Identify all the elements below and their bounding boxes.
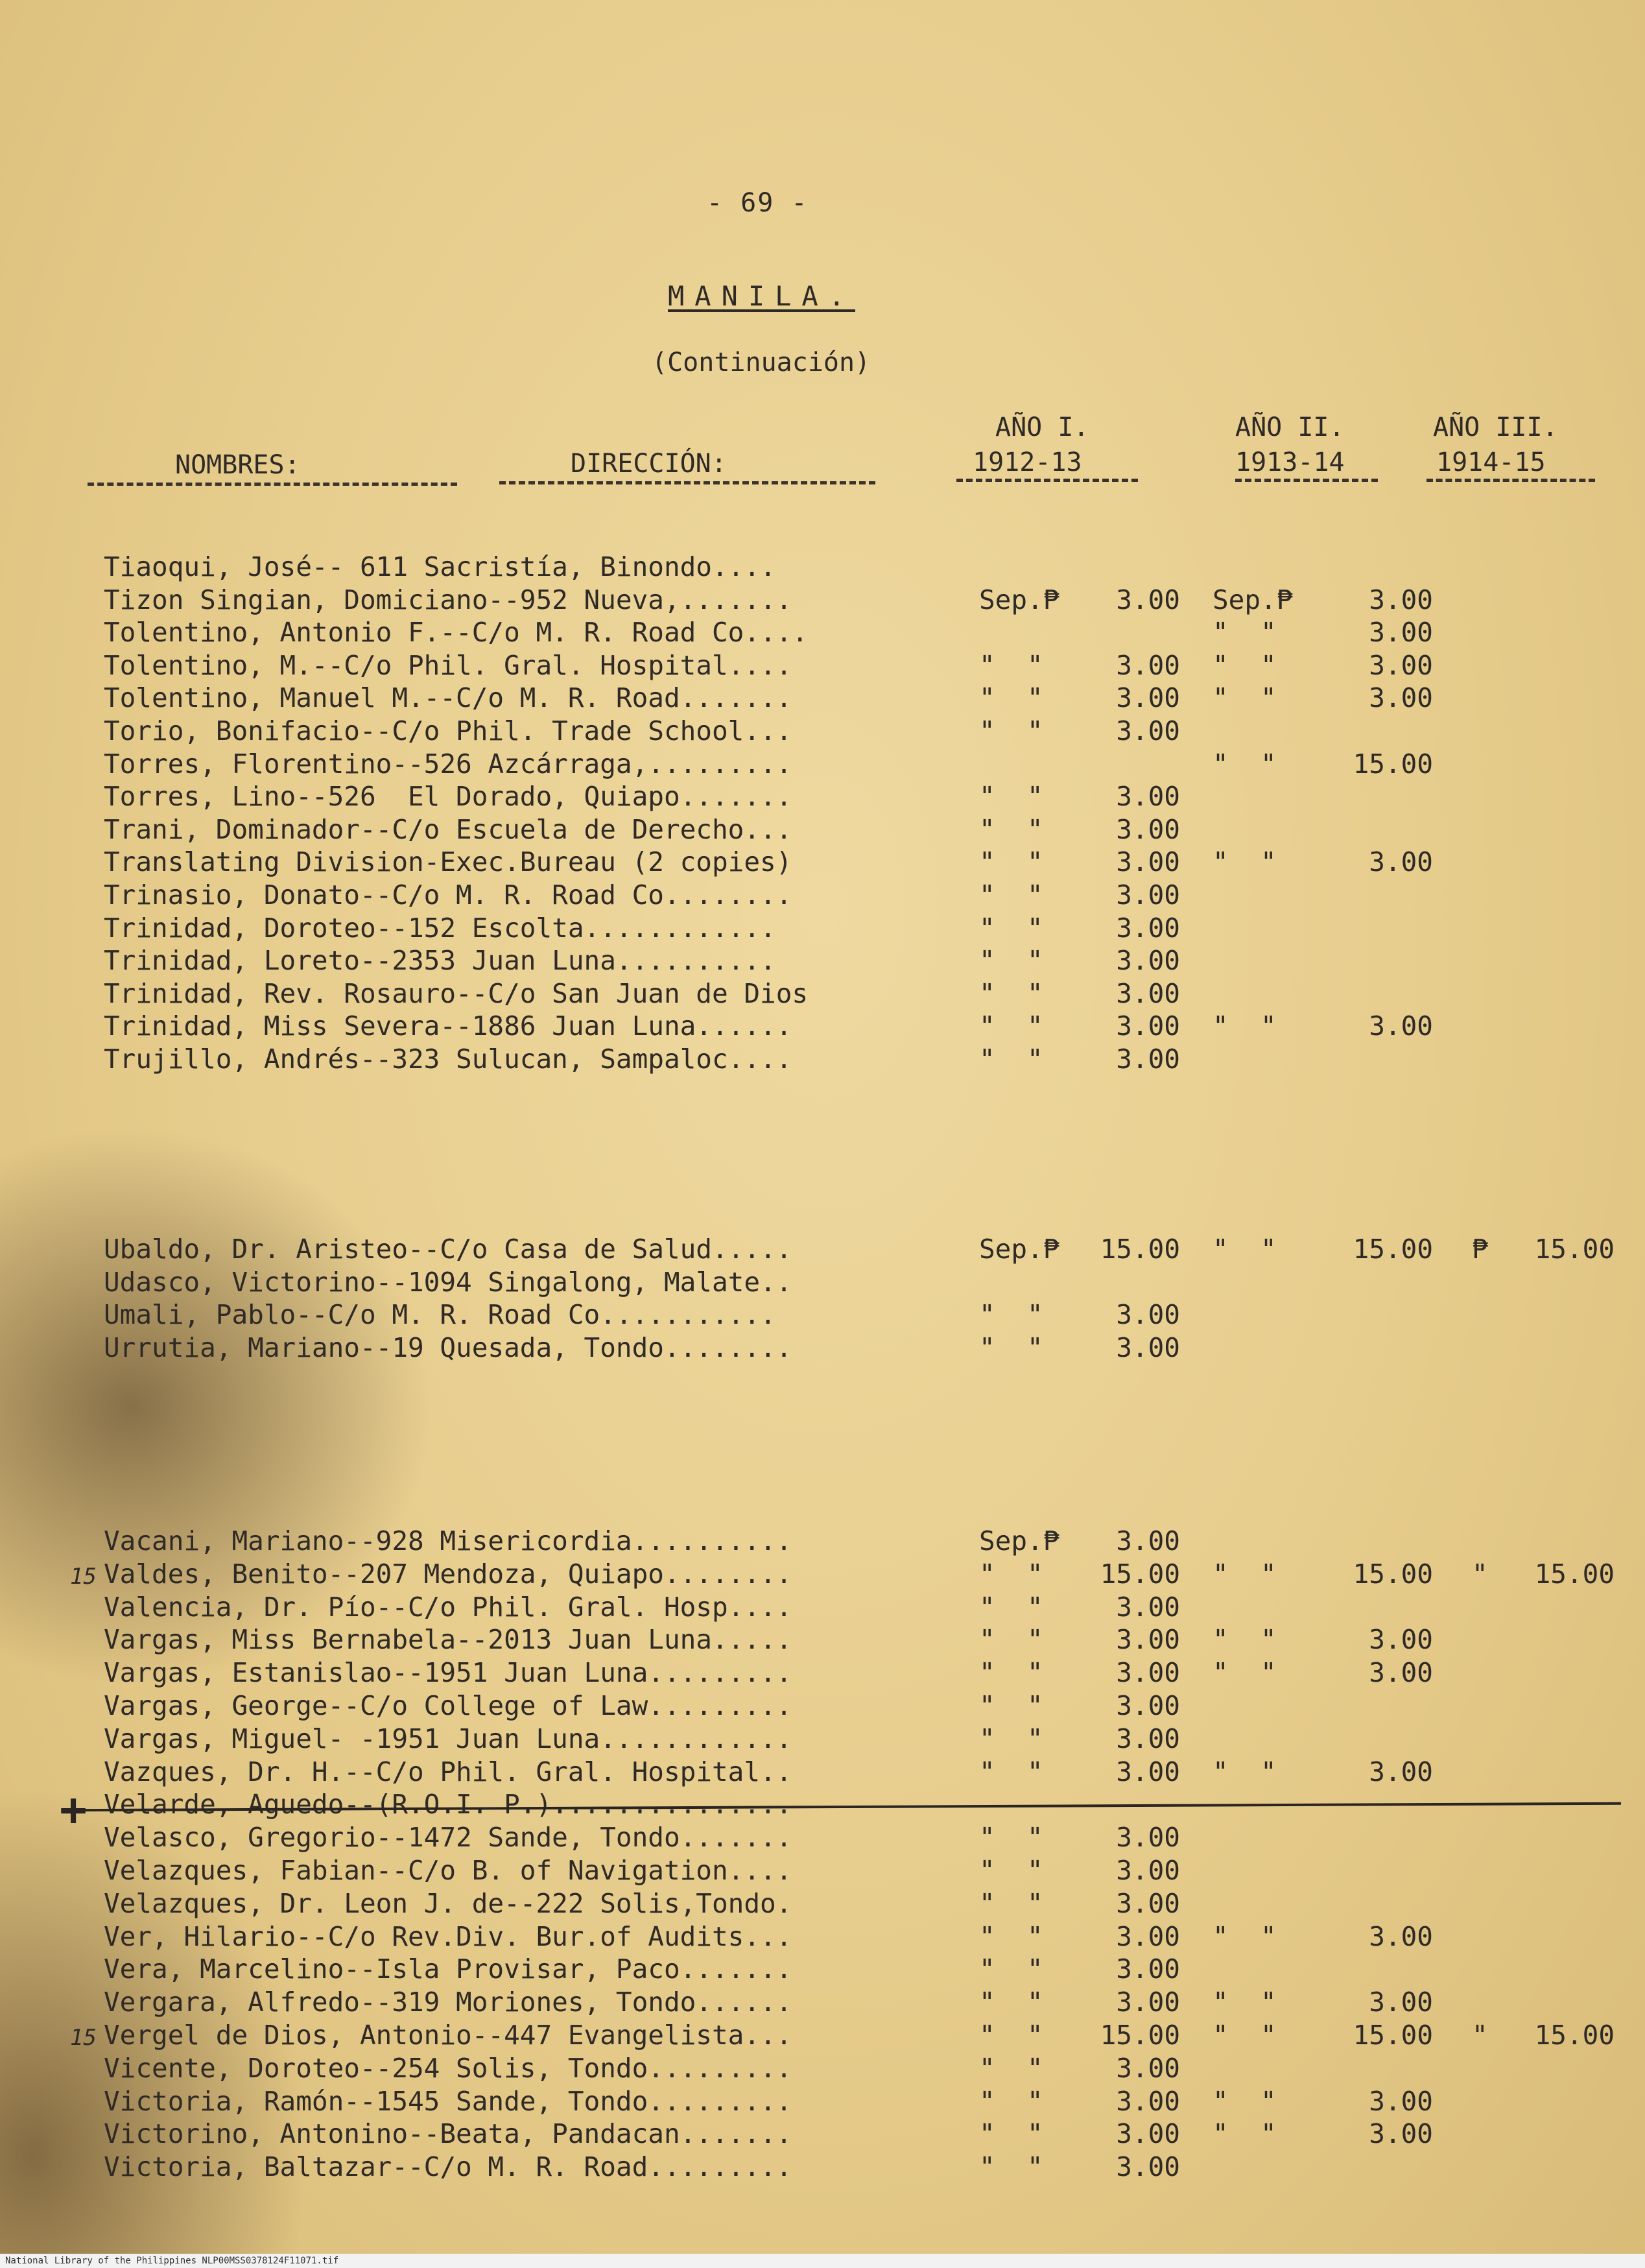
row-name-address: Vera, Marcelino--Isla Provisar, Paco....... — [104, 1953, 792, 1985]
row-ditto-year2: " " — [1213, 1234, 1277, 1265]
row-ditto-year1: " " — [979, 2151, 1043, 2183]
row-amount-year1: 3.00 — [1116, 1299, 1180, 1331]
row-name-address: Torres, Florentino--526 Azcárraga,......... — [104, 748, 792, 780]
row-ditto-year2: " " — [1213, 846, 1277, 878]
row-amount-year1: 3.00 — [1116, 1591, 1180, 1623]
row-name-address: Vergara, Alfredo--319 Moriones, Tondo...... — [104, 1987, 792, 2018]
row-amount-year2: 3.00 — [1369, 2085, 1433, 2117]
row-name-address: Vargas, Miss Bernabela--2013 Juan Luna..... — [104, 1624, 792, 1656]
row-name-address: Trinidad, Miss Severa--1886 Juan Luna...... — [104, 1010, 792, 1042]
row-ditto-year1: " " — [979, 813, 1043, 845]
row-ditto-year2: " " — [1213, 1920, 1277, 1952]
row-name-address: Valdes, Benito--207 Mendoza, Quiapo........ — [104, 1558, 792, 1590]
row-ditto-year1: Sep.₱ — [979, 1525, 1059, 1557]
row-amount-year1: 3.00 — [1116, 1887, 1180, 1919]
row-amount-year1: 3.00 — [1116, 649, 1180, 681]
row-name-address: Tolentino, Antonio F.--C/o M. R. Road Co.... — [104, 617, 809, 649]
row-ditto-year1: " " — [979, 977, 1043, 1009]
row-ditto-year2: " " — [1213, 1010, 1277, 1042]
row-ditto-year1: " " — [979, 715, 1043, 746]
row-ditto-year3: ₱ — [1472, 1234, 1488, 1265]
row-name-address: Torio, Bonifacio--C/o Phil. Trade School... — [104, 715, 792, 746]
row-ditto-year1: " " — [979, 1822, 1043, 1854]
row-amount-year1: 3.00 — [1116, 1723, 1180, 1754]
row-amount-year1: 3.00 — [1116, 813, 1180, 845]
row-ditto-year2: " " — [1213, 649, 1277, 681]
row-ditto-year1: " " — [979, 781, 1043, 813]
row-ditto-year2: " " — [1213, 2020, 1277, 2051]
row-amount-year2: 15.00 — [1353, 1234, 1433, 1265]
row-amount-year1: 3.00 — [1116, 912, 1180, 944]
row-name-address: Velarde, Aguedo--(R.O.I. P.)............... — [104, 1789, 792, 1820]
row-ditto-year1: " " — [979, 1953, 1043, 1985]
row-amount-year1: 3.00 — [1116, 584, 1180, 615]
row-ditto-year1: " " — [979, 846, 1043, 878]
row-name-address: Umali, Pablo--C/o M. R. Road Co........... — [104, 1299, 776, 1331]
row-amount-year2: 3.00 — [1369, 2118, 1433, 2150]
header-names-rule — [88, 483, 457, 486]
row-ditto-year1: " " — [979, 1920, 1043, 1952]
row-ditto-year1: " " — [979, 1331, 1043, 1363]
row-name-address: Trinidad, Doroteo--152 Escolta............ — [104, 912, 776, 944]
row-name-address: Valencia, Dr. Pío--C/o Phil. Gral. Hosp.... — [104, 1591, 792, 1623]
row-amount-year2: 3.00 — [1369, 846, 1433, 878]
row-amount-year1: 3.00 — [1116, 846, 1180, 878]
row-amount-year1: 3.00 — [1116, 781, 1180, 813]
row-amount-year2: 3.00 — [1369, 649, 1433, 681]
row-amount-year2: 3.00 — [1369, 584, 1433, 615]
row-name-address: Victoria, Ramón--1545 Sande, Tondo......... — [104, 2085, 792, 2117]
row-ditto-year3: " — [1472, 2020, 1488, 2051]
row-ditto-year1: " " — [979, 649, 1043, 681]
row-name-address: Tolentino, Manuel M.--C/o M. R. Road....... — [104, 682, 792, 714]
row-amount-year3: 15.00 — [1534, 2020, 1615, 2051]
row-ditto-year1: " " — [979, 1987, 1043, 2018]
header-year1-range: 1912-13 — [973, 448, 1082, 477]
row-amount-year1: 3.00 — [1116, 682, 1180, 714]
header-address-rule — [499, 481, 875, 484]
row-amount-year2: 15.00 — [1353, 1558, 1433, 1590]
row-ditto-year1: " " — [979, 1044, 1043, 1075]
header-year3-range: 1914-15 — [1436, 448, 1546, 477]
continuation-label: (Continuación) — [652, 348, 871, 377]
row-amount-year1: 3.00 — [1116, 1756, 1180, 1787]
row-ditto-year1: " " — [979, 1855, 1043, 1886]
row-amount-year1: 3.00 — [1116, 2118, 1180, 2150]
row-ditto-year1: " " — [979, 2085, 1043, 2117]
row-ditto-year1: " " — [979, 879, 1043, 911]
row-name-address: Vicente, Doroteo--254 Solis, Tondo......... — [104, 2052, 792, 2084]
row-ditto-year1: " " — [979, 2020, 1043, 2051]
row-ditto-year1: " " — [979, 1299, 1043, 1331]
header-year1: AÑO I. — [995, 412, 1089, 442]
row-name-address: Victoria, Baltazar--C/o M. R. Road......... — [104, 2151, 792, 2183]
row-amount-year1: 3.00 — [1116, 1855, 1180, 1886]
row-amount-year2: 3.00 — [1369, 1756, 1433, 1787]
header-names: NOMBRES: — [175, 450, 300, 480]
city-title: MANILA. — [668, 280, 856, 312]
row-amount-year1: 15.00 — [1100, 1234, 1180, 1265]
row-name-address: Trujillo, Andrés--323 Sulucan, Sampaloc.... — [104, 1044, 792, 1075]
row-name-address: Tolentino, M.--C/o Phil. Gral. Hospital.... — [104, 649, 792, 681]
row-amount-year3: 15.00 — [1534, 1558, 1615, 1590]
row-ditto-year1: " " — [979, 2052, 1043, 2084]
row-amount-year1: 3.00 — [1116, 977, 1180, 1009]
row-amount-year1: 3.00 — [1116, 715, 1180, 746]
row-ditto-year1: " " — [979, 1558, 1043, 1590]
row-ditto-year2: " " — [1213, 617, 1277, 649]
row-ditto-year1: " " — [979, 1657, 1043, 1689]
row-ditto-year1: " " — [979, 1624, 1043, 1656]
row-amount-year1: 3.00 — [1116, 1331, 1180, 1363]
row-name-address: Trinasio, Donato--C/o M. R. Road Co........ — [104, 879, 792, 911]
row-margin-mark: 15 — [70, 1563, 97, 1590]
row-amount-year2: 3.00 — [1369, 1010, 1433, 1042]
row-amount-year2: 3.00 — [1369, 1657, 1433, 1689]
row-amount-year1: 15.00 — [1100, 1558, 1180, 1590]
row-name-address: Trinidad, Rev. Rosauro--C/o San Juan de Dios — [104, 977, 809, 1009]
row-amount-year1: 3.00 — [1116, 1690, 1180, 1721]
row-name-address: Udasco, Victorino--1094 Singalong, Malate.. — [104, 1266, 792, 1298]
row-amount-year2: 15.00 — [1353, 2020, 1433, 2051]
row-ditto-year1: " " — [979, 1591, 1043, 1623]
row-amount-year1: 3.00 — [1116, 1987, 1180, 2018]
row-amount-year1: 3.00 — [1116, 879, 1180, 911]
row-ditto-year1: " " — [979, 1010, 1043, 1042]
row-amount-year1: 3.00 — [1116, 1044, 1180, 1075]
row-amount-year3: 15.00 — [1534, 1234, 1615, 1265]
header-year2-rule — [1235, 479, 1378, 482]
row-name-address: Vergel de Dios, Antonio--447 Evangelista... — [104, 2020, 792, 2051]
footer-bar — [0, 2254, 1645, 2268]
row-amount-year1: 3.00 — [1116, 1525, 1180, 1557]
header-address: DIRECCIÓN: — [571, 449, 727, 479]
row-name-address: Vargas, Estanislao--1951 Juan Luna......... — [104, 1657, 792, 1689]
row-amount-year1: 3.00 — [1116, 2085, 1180, 2117]
row-ditto-year1: " " — [979, 1887, 1043, 1919]
row-ditto-year2: Sep.₱ — [1213, 584, 1293, 615]
row-name-address: Velazques, Dr. Leon J. de--222 Solis,Tondo. — [104, 1887, 792, 1919]
row-name-address: Trani, Dominador--C/o Escuela de Derecho... — [104, 813, 792, 845]
row-ditto-year1: " " — [979, 682, 1043, 714]
header-year3-rule — [1426, 479, 1595, 482]
header-year2-range: 1913-14 — [1235, 448, 1345, 477]
row-ditto-year1: " " — [979, 1690, 1043, 1721]
row-name-address: Ubaldo, Dr. Aristeo--C/o Casa de Salud..... — [104, 1234, 792, 1265]
row-name-address: Velasco, Gregorio--1472 Sande, Tondo....... — [104, 1822, 792, 1854]
row-amount-year1: 3.00 — [1116, 945, 1180, 977]
row-ditto-year2: " " — [1213, 1624, 1277, 1656]
row-ditto-year2: " " — [1213, 1657, 1277, 1689]
row-margin-mark: 15 — [70, 2025, 97, 2051]
row-ditto-year1: Sep.₱ — [979, 584, 1059, 615]
row-amount-year1: 3.00 — [1116, 1010, 1180, 1042]
row-amount-year1: 3.00 — [1116, 1953, 1180, 1985]
row-ditto-year1: " " — [979, 2118, 1043, 2150]
row-ditto-year2: " " — [1213, 2118, 1277, 2150]
row-ditto-year1: " " — [979, 1756, 1043, 1787]
page-number: - 69 - — [707, 188, 809, 218]
row-ditto-year2: " " — [1213, 682, 1277, 714]
row-ditto-year2: " " — [1213, 1987, 1277, 2018]
footer-text: National Library of the Philippines NLP00MSS0378124F11071.tif — [5, 2256, 339, 2266]
header-year1-rule — [956, 479, 1138, 482]
row-ditto-year1: Sep.₱ — [979, 1234, 1059, 1265]
row-name-address: Tizon Singian, Domiciano--952 Nueva,....... — [104, 584, 792, 615]
row-name-address: Tiaoqui, José-- 611 Sacristía, Binondo.... — [104, 551, 776, 582]
row-ditto-year1: " " — [979, 945, 1043, 977]
row-name-address: Vazques, Dr. H.--C/o Phil. Gral. Hospital.. — [104, 1756, 792, 1787]
row-ditto-year2: " " — [1213, 748, 1277, 780]
row-amount-year2: 3.00 — [1369, 1987, 1433, 2018]
row-amount-year2: 3.00 — [1369, 617, 1433, 649]
row-amount-year1: 3.00 — [1116, 2151, 1180, 2183]
row-amount-year2: 3.00 — [1369, 682, 1433, 714]
row-ditto-year3: " — [1472, 1558, 1488, 1590]
row-ditto-year2: " " — [1213, 2085, 1277, 2117]
row-name-address: Torres, Lino--526 El Dorado, Quiapo....... — [104, 781, 792, 813]
row-amount-year1: 3.00 — [1116, 1920, 1180, 1952]
row-name-address: Vargas, George--C/o College of Law......... — [104, 1690, 792, 1721]
row-name-address: Victorino, Antonino--Beata, Pandacan....... — [104, 2118, 792, 2150]
row-amount-year1: 3.00 — [1116, 2052, 1180, 2084]
header-year3: AÑO III. — [1433, 412, 1558, 442]
row-name-address: Velazques, Fabian--C/o B. of Navigation.... — [104, 1855, 792, 1886]
row-amount-year2: 15.00 — [1353, 748, 1433, 780]
header-year2: AÑO II. — [1235, 412, 1345, 442]
row-ditto-year1: " " — [979, 1723, 1043, 1754]
row-amount-year1: 3.00 — [1116, 1657, 1180, 1689]
row-name-address: Trinidad, Loreto--2353 Juan Luna.......... — [104, 945, 776, 977]
row-name-address: Vacani, Mariano--928 Misericordia.......... — [104, 1525, 792, 1557]
row-ditto-year1: " " — [979, 912, 1043, 944]
row-amount-year2: 3.00 — [1369, 1624, 1433, 1656]
row-name-address: Urrutia, Mariano--19 Quesada, Tondo........ — [104, 1331, 792, 1363]
row-amount-year1: 3.00 — [1116, 1624, 1180, 1656]
row-name-address: Vargas, Miguel- -1951 Juan Luna............ — [104, 1723, 792, 1754]
row-name-address: Translating Division-Exec.Bureau (2 copies) — [104, 846, 792, 878]
row-ditto-year2: " " — [1213, 1756, 1277, 1787]
row-amount-year2: 3.00 — [1369, 1920, 1433, 1952]
row-name-address: Ver, Hilario--C/o Rev.Div. Bur.of Audits... — [104, 1920, 792, 1952]
cross-mark: + — [60, 1783, 88, 1836]
row-amount-year1: 15.00 — [1100, 2020, 1180, 2051]
row-ditto-year2: " " — [1213, 1558, 1277, 1590]
row-amount-year1: 3.00 — [1116, 1822, 1180, 1854]
